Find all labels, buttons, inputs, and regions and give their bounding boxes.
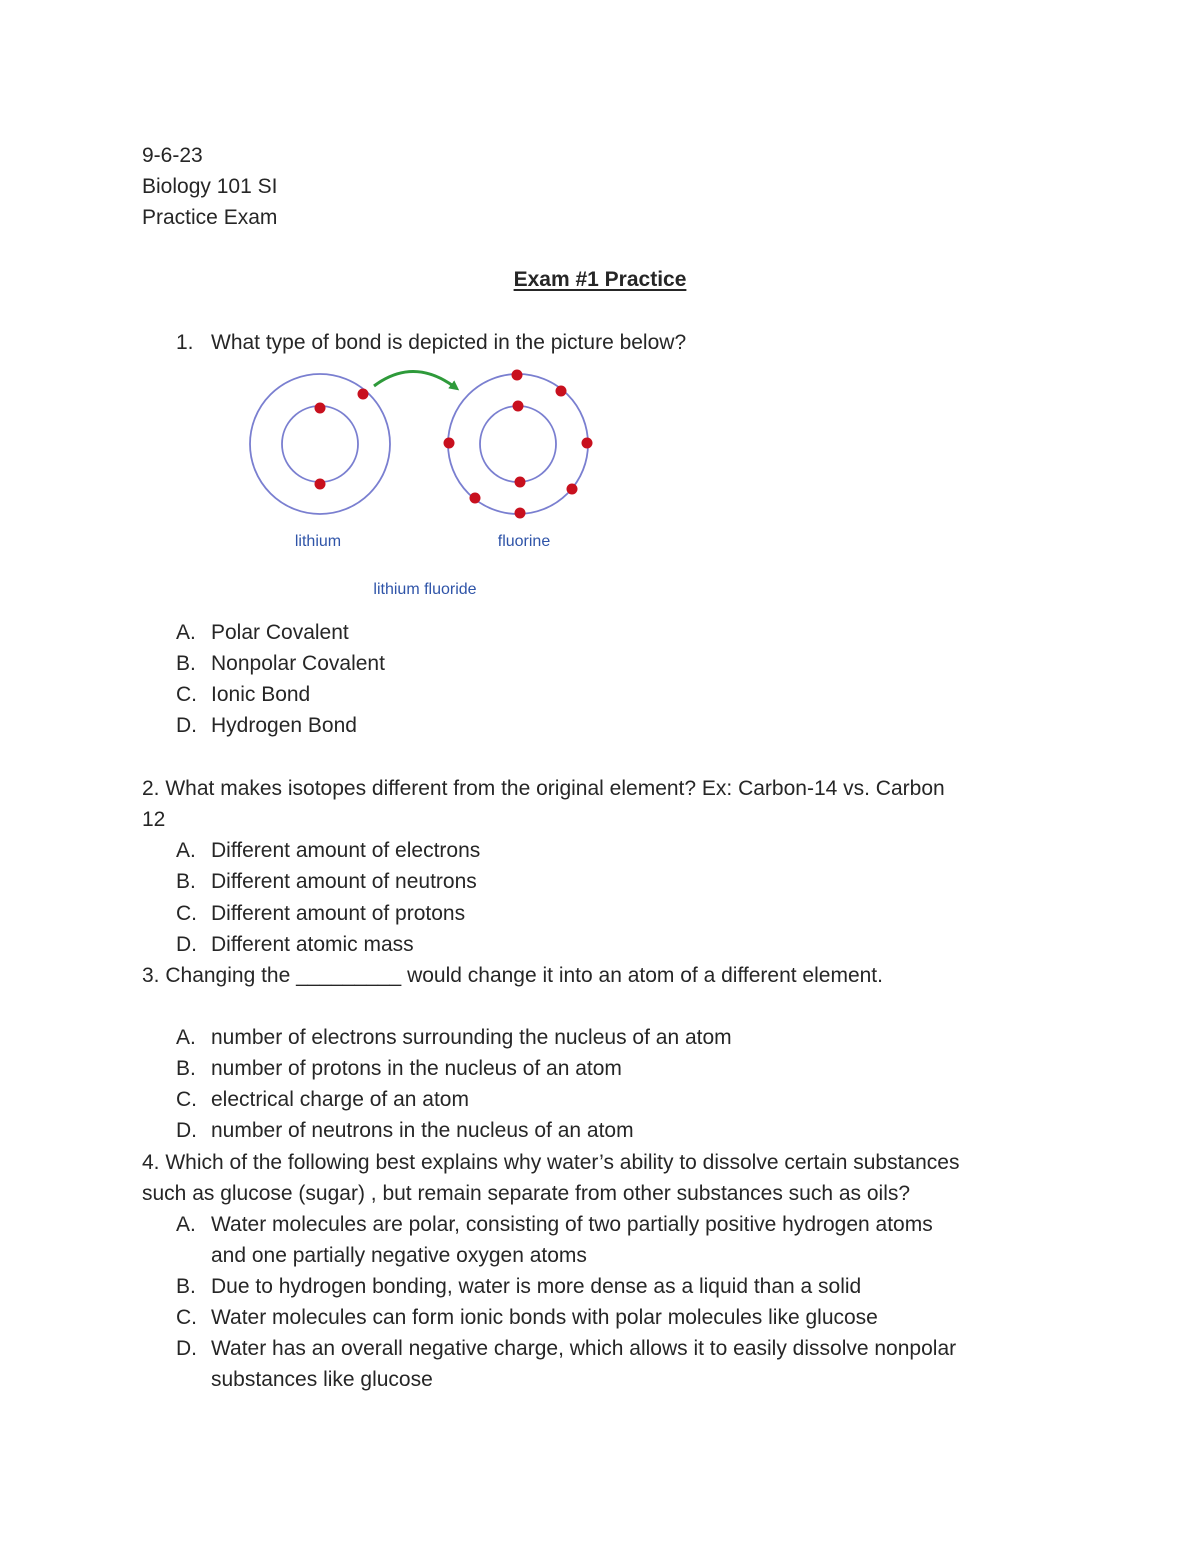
option-text: Nonpolar Covalent bbox=[211, 652, 385, 675]
option-text: number of electrons surrounding the nucleus of an atom bbox=[211, 1026, 732, 1049]
lithium-atom bbox=[250, 374, 390, 514]
lithium-inner-shell bbox=[282, 406, 358, 482]
option-letter: C. bbox=[176, 1306, 197, 1329]
diagram-caption: lithium fluoride bbox=[373, 581, 477, 598]
option-letter: D. bbox=[176, 1337, 197, 1360]
fluorine-inner-shell bbox=[480, 406, 556, 482]
q1-text: What type of bond is depicted in the picture below? bbox=[211, 331, 687, 354]
course-name: Biology 101 SI bbox=[142, 175, 278, 198]
option-letter: A. bbox=[176, 621, 196, 644]
option-letter: D. bbox=[176, 1119, 197, 1142]
fluorine-outer-shell bbox=[448, 374, 588, 514]
option-text: Hydrogen Bond bbox=[211, 714, 357, 737]
option-text: Different atomic mass bbox=[211, 933, 414, 956]
option-letter: A. bbox=[176, 1213, 196, 1236]
option-text: Water molecules can form ionic bonds with polar molecules like glucose bbox=[211, 1306, 878, 1329]
option-text: Polar Covalent bbox=[211, 621, 349, 644]
fluorine-electron bbox=[512, 370, 523, 381]
option-letter: B. bbox=[176, 870, 196, 893]
lithium-electron bbox=[315, 403, 326, 414]
option-letter: C. bbox=[176, 902, 197, 925]
fluorine-label: fluorine bbox=[497, 533, 551, 550]
option-text: Different amount of electrons bbox=[211, 839, 481, 862]
lithium-label: lithium bbox=[294, 533, 342, 550]
date: 9-6-23 bbox=[142, 144, 203, 167]
lithium-electron bbox=[315, 479, 326, 490]
option-text: Due to hydrogen bonding, water is more dense as a liquid than a solid bbox=[211, 1275, 862, 1298]
option-text: Water has an overall negative charge, which allows it to easily dissolve nonpolar bbox=[211, 1337, 957, 1360]
fluorine-electron bbox=[513, 401, 524, 412]
option-text: Ionic Bond bbox=[211, 683, 311, 706]
q2-text: 2. What makes isotopes different from the original element? Ex: Carbon-14 vs. Carbon bbox=[142, 777, 945, 800]
fluorine-electron bbox=[567, 484, 578, 495]
option-letter: D. bbox=[176, 933, 197, 956]
option-text: Water molecules are polar, consisting of two partially positive hydrogen atoms bbox=[211, 1213, 933, 1236]
fluorine-electron bbox=[582, 438, 593, 449]
option-text: Different amount of protons bbox=[211, 902, 466, 925]
option-letter: C. bbox=[176, 683, 197, 706]
q4-text: 4. Which of the following best explains why water’s ability to dissolve certain substances bbox=[142, 1151, 960, 1174]
fluorine-electron bbox=[515, 508, 526, 519]
option-letter: A. bbox=[176, 1026, 196, 1049]
fluorine-electron bbox=[470, 493, 481, 504]
option-text: Different amount of neutrons bbox=[211, 870, 477, 893]
option-text: number of neutrons in the nucleus of an atom bbox=[211, 1119, 634, 1142]
q1-number: 1. bbox=[176, 331, 194, 354]
option-text: number of protons in the nucleus of an atom bbox=[211, 1057, 622, 1080]
option-letter: D. bbox=[176, 714, 197, 737]
page-title: Exam #1 Practice bbox=[513, 268, 687, 291]
option-letter: B. bbox=[176, 652, 196, 675]
option-letter: B. bbox=[176, 1275, 196, 1298]
electron-transfer-arrow bbox=[374, 371, 456, 388]
option-letter: C. bbox=[176, 1088, 197, 1111]
lithium-fluoride-diagram bbox=[244, 362, 604, 602]
document-type: Practice Exam bbox=[142, 206, 278, 229]
option-letter: B. bbox=[176, 1057, 196, 1080]
q2-text-continued: 12 bbox=[142, 808, 166, 831]
option-letter: A. bbox=[176, 839, 196, 862]
q4-text-continued: such as glucose (sugar) , but remain separate from other substances such as oils? bbox=[142, 1182, 911, 1205]
q3-text: 3. Changing the _________ would change it into an atom of a different element. bbox=[142, 964, 883, 987]
fluorine-atom bbox=[444, 370, 593, 519]
q4-option-d-continued: substances like glucose bbox=[211, 1368, 433, 1391]
lithium-valence-electron bbox=[358, 389, 369, 400]
fluorine-electron bbox=[444, 438, 455, 449]
lithium-outer-shell bbox=[250, 374, 390, 514]
q4-option-a-continued: and one partially negative oxygen atoms bbox=[211, 1244, 587, 1267]
fluorine-electron bbox=[515, 477, 526, 488]
fluorine-electron bbox=[556, 386, 567, 397]
option-text: electrical charge of an atom bbox=[211, 1088, 469, 1111]
